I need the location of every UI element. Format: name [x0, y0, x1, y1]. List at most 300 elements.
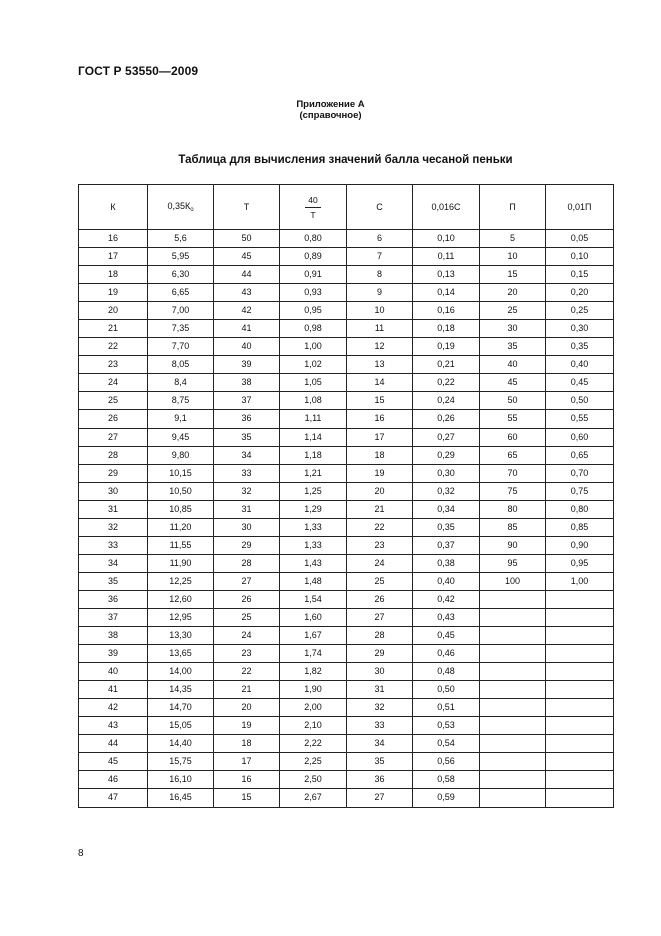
- cell-t: 33: [214, 464, 280, 482]
- cell-c: 26: [347, 590, 413, 608]
- cell-k035: 10,85: [148, 500, 214, 518]
- cell-k: 27: [79, 428, 148, 446]
- cell-t: 30: [214, 518, 280, 536]
- cell-k035: 9,80: [148, 446, 214, 464]
- cell-t: 28: [214, 554, 280, 572]
- cell-t: 21: [214, 681, 280, 699]
- cell-k035: 9,45: [148, 428, 214, 446]
- cell-p001: 0,65: [546, 446, 614, 464]
- cell-c0016: 0,26: [413, 410, 480, 428]
- cell-k: 29: [79, 464, 148, 482]
- cell-p: [480, 663, 546, 681]
- cell-c0016: 0,27: [413, 428, 480, 446]
- cell-p001: 0,35: [546, 338, 614, 356]
- cell-c0016: 0,34: [413, 500, 480, 518]
- cell-ratio-40-t: 1,02: [280, 356, 347, 374]
- cell-k035: 13,65: [148, 645, 214, 663]
- cell-p001: 0,80: [546, 500, 614, 518]
- cell-k035: 7,35: [148, 320, 214, 338]
- header-k035-subscript: о: [190, 207, 194, 213]
- cell-c0016: 0,48: [413, 663, 480, 681]
- cell-c: 22: [347, 518, 413, 536]
- cell-p: 20: [480, 284, 546, 302]
- cell-p: [480, 699, 546, 717]
- table-row: [79, 590, 614, 608]
- cell-t: 15: [214, 789, 280, 807]
- table-row: [79, 230, 614, 248]
- cell-c: 21: [347, 500, 413, 518]
- cell-k035: 11,90: [148, 554, 214, 572]
- cell-p: 55: [480, 410, 546, 428]
- cell-ratio-40-t: 1,60: [280, 608, 347, 626]
- header-k035-main: 0,35К: [167, 201, 191, 211]
- table-row: [79, 392, 614, 410]
- table-row: [79, 518, 614, 536]
- cell-p: 10: [480, 248, 546, 266]
- cell-p001: [546, 717, 614, 735]
- cell-t: 16: [214, 771, 280, 789]
- table-row: [79, 735, 614, 753]
- header-40-over-t: [280, 185, 347, 230]
- cell-p: 100: [480, 572, 546, 590]
- cell-ratio-40-t: 1,08: [280, 392, 347, 410]
- cell-c0016: 0,59: [413, 789, 480, 807]
- cell-p001: [546, 627, 614, 645]
- cell-p: 35: [480, 338, 546, 356]
- annex-subtitle: (справочное): [299, 110, 362, 121]
- cell-k: 34: [79, 554, 148, 572]
- cell-k: 28: [79, 446, 148, 464]
- cell-c: 30: [347, 663, 413, 681]
- cell-p: 95: [480, 554, 546, 572]
- cell-k035: 5,95: [148, 248, 214, 266]
- table-row: [79, 428, 614, 446]
- cell-k: 22: [79, 338, 148, 356]
- cell-ratio-40-t: 0,95: [280, 302, 347, 320]
- cell-p: [480, 789, 546, 807]
- cell-k035: 9,1: [148, 410, 214, 428]
- cell-p: [480, 753, 546, 771]
- cell-ratio-40-t: 1,67: [280, 627, 347, 645]
- cell-t: 32: [214, 482, 280, 500]
- cell-p001: 0,10: [546, 248, 614, 266]
- cell-c: 28: [347, 627, 413, 645]
- cell-k035: 6,65: [148, 284, 214, 302]
- cell-k035: 11,20: [148, 518, 214, 536]
- cell-t: 34: [214, 446, 280, 464]
- cell-t: 24: [214, 627, 280, 645]
- cell-p001: 0,90: [546, 536, 614, 554]
- cell-k: 30: [79, 482, 148, 500]
- cell-c: 29: [347, 645, 413, 663]
- cell-t: 26: [214, 590, 280, 608]
- cell-ratio-40-t: 2,10: [280, 717, 347, 735]
- cell-c: 10: [347, 302, 413, 320]
- cell-p001: 0,55: [546, 410, 614, 428]
- cell-p: 60: [480, 428, 546, 446]
- cell-ratio-40-t: 1,90: [280, 681, 347, 699]
- cell-c: 27: [347, 789, 413, 807]
- cell-p: 50: [480, 392, 546, 410]
- cell-ratio-40-t: 0,93: [280, 284, 347, 302]
- cell-k035: 16,10: [148, 771, 214, 789]
- cell-k035: 8,75: [148, 392, 214, 410]
- cell-p001: 0,05: [546, 230, 614, 248]
- table-row: [79, 699, 614, 717]
- table-row: [79, 248, 614, 266]
- cell-t: 37: [214, 392, 280, 410]
- cell-p001: 0,85: [546, 518, 614, 536]
- cell-k035: 5,6: [148, 230, 214, 248]
- cell-p001: [546, 753, 614, 771]
- cell-c0016: 0,40: [413, 572, 480, 590]
- cell-ratio-40-t: 0,89: [280, 248, 347, 266]
- cell-c0016: 0,38: [413, 554, 480, 572]
- cell-k: 25: [79, 392, 148, 410]
- cell-ratio-40-t: 1,33: [280, 536, 347, 554]
- cell-k: 24: [79, 374, 148, 392]
- table-row: [79, 374, 614, 392]
- cell-ratio-40-t: 1,05: [280, 374, 347, 392]
- cell-t: 17: [214, 753, 280, 771]
- cell-p: 80: [480, 500, 546, 518]
- cell-t: 45: [214, 248, 280, 266]
- cell-ratio-40-t: 0,98: [280, 320, 347, 338]
- table-row: [79, 302, 614, 320]
- fraction-numerator: 40: [305, 195, 320, 208]
- cell-c0016: 0,32: [413, 482, 480, 500]
- cell-p001: 1,00: [546, 572, 614, 590]
- cell-p001: [546, 771, 614, 789]
- cell-ratio-40-t: 1,11: [280, 410, 347, 428]
- table-row: [79, 753, 614, 771]
- cell-p: [480, 590, 546, 608]
- cell-p: 85: [480, 518, 546, 536]
- cell-ratio-40-t: 1,54: [280, 590, 347, 608]
- cell-k035: 12,60: [148, 590, 214, 608]
- cell-t: 44: [214, 266, 280, 284]
- annex-title: Приложение А: [296, 99, 365, 110]
- cell-ratio-40-t: 2,00: [280, 699, 347, 717]
- cell-p: [480, 645, 546, 663]
- cell-k035: 15,05: [148, 717, 214, 735]
- cell-k035: 12,95: [148, 608, 214, 626]
- cell-ratio-40-t: 0,80: [280, 230, 347, 248]
- header-k035: [148, 185, 214, 230]
- cell-c0016: 0,45: [413, 627, 480, 645]
- cell-k035: 10,15: [148, 464, 214, 482]
- cell-t: 36: [214, 410, 280, 428]
- document-code: ГОСТ Р 53550—2009: [78, 64, 199, 78]
- cell-c: 25: [347, 572, 413, 590]
- cell-k: 37: [79, 608, 148, 626]
- header-p: П: [480, 185, 546, 230]
- cell-c0016: 0,58: [413, 771, 480, 789]
- cell-p001: [546, 645, 614, 663]
- cell-k035: 6,30: [148, 266, 214, 284]
- cell-k035: 16,45: [148, 789, 214, 807]
- table-row: [79, 572, 614, 590]
- header-c: С: [347, 185, 413, 230]
- cell-c: 14: [347, 374, 413, 392]
- table-row: [79, 789, 614, 807]
- cell-k: 44: [79, 735, 148, 753]
- cell-ratio-40-t: 1,43: [280, 554, 347, 572]
- cell-p: 40: [480, 356, 546, 374]
- cell-c: 18: [347, 446, 413, 464]
- cell-p: [480, 627, 546, 645]
- data-table: [78, 184, 614, 808]
- cell-t: 22: [214, 663, 280, 681]
- cell-c: 8: [347, 266, 413, 284]
- cell-c0016: 0,35: [413, 518, 480, 536]
- cell-p001: [546, 789, 614, 807]
- cell-k: 21: [79, 320, 148, 338]
- table-row: [79, 482, 614, 500]
- fraction-40-over-t: [305, 195, 320, 220]
- cell-k035: 14,35: [148, 681, 214, 699]
- cell-c: 16: [347, 410, 413, 428]
- cell-p001: [546, 735, 614, 753]
- cell-c0016: 0,19: [413, 338, 480, 356]
- cell-p001: [546, 590, 614, 608]
- cell-k035: 12,25: [148, 572, 214, 590]
- cell-c: 13: [347, 356, 413, 374]
- cell-p: 45: [480, 374, 546, 392]
- cell-c0016: 0,46: [413, 645, 480, 663]
- table-row: [79, 464, 614, 482]
- table-row: [79, 266, 614, 284]
- cell-k: 46: [79, 771, 148, 789]
- cell-c: 6: [347, 230, 413, 248]
- cell-k: 36: [79, 590, 148, 608]
- cell-ratio-40-t: 2,22: [280, 735, 347, 753]
- cell-k: 33: [79, 536, 148, 554]
- cell-ratio-40-t: 2,50: [280, 771, 347, 789]
- fraction-denominator: Т: [310, 209, 316, 220]
- page-number: 8: [78, 848, 84, 859]
- cell-p: 65: [480, 446, 546, 464]
- cell-t: 27: [214, 572, 280, 590]
- cell-k: 38: [79, 627, 148, 645]
- cell-t: 38: [214, 374, 280, 392]
- cell-k: 19: [79, 284, 148, 302]
- cell-t: 20: [214, 699, 280, 717]
- cell-c: 33: [347, 717, 413, 735]
- cell-p: [480, 681, 546, 699]
- cell-k: 20: [79, 302, 148, 320]
- cell-p001: [546, 699, 614, 717]
- cell-k035: 7,70: [148, 338, 214, 356]
- cell-t: 39: [214, 356, 280, 374]
- cell-t: 40: [214, 338, 280, 356]
- cell-ratio-40-t: 1,18: [280, 446, 347, 464]
- cell-c: 15: [347, 392, 413, 410]
- table-row: [79, 410, 614, 428]
- cell-k: 17: [79, 248, 148, 266]
- cell-k: 43: [79, 717, 148, 735]
- cell-p001: 0,70: [546, 464, 614, 482]
- table-row: [79, 338, 614, 356]
- cell-k035: 7,00: [148, 302, 214, 320]
- cell-p001: 0,40: [546, 356, 614, 374]
- cell-p001: 0,50: [546, 392, 614, 410]
- cell-k035: 11,55: [148, 536, 214, 554]
- cell-t: 42: [214, 302, 280, 320]
- cell-k: 35: [79, 572, 148, 590]
- cell-k035: 10,50: [148, 482, 214, 500]
- cell-p001: [546, 663, 614, 681]
- cell-c0016: 0,43: [413, 608, 480, 626]
- cell-p: 70: [480, 464, 546, 482]
- table-row: [79, 284, 614, 302]
- cell-c: 31: [347, 681, 413, 699]
- cell-k: 39: [79, 645, 148, 663]
- table-row: [79, 536, 614, 554]
- cell-p: 5: [480, 230, 546, 248]
- cell-k035: 8,05: [148, 356, 214, 374]
- cell-ratio-40-t: 1,00: [280, 338, 347, 356]
- cell-c0016: 0,10: [413, 230, 480, 248]
- cell-ratio-40-t: 0,91: [280, 266, 347, 284]
- table-row: [79, 771, 614, 789]
- cell-t: 25: [214, 608, 280, 626]
- cell-p001: [546, 608, 614, 626]
- table-row: [79, 717, 614, 735]
- cell-p001: 0,75: [546, 482, 614, 500]
- cell-c: 12: [347, 338, 413, 356]
- cell-ratio-40-t: 2,25: [280, 753, 347, 771]
- header-t: Т: [214, 185, 280, 230]
- cell-k035: 14,00: [148, 663, 214, 681]
- cell-k035: 8,4: [148, 374, 214, 392]
- table-row: [79, 645, 614, 663]
- cell-c: 23: [347, 536, 413, 554]
- cell-c0016: 0,30: [413, 464, 480, 482]
- cell-t: 35: [214, 428, 280, 446]
- cell-t: 29: [214, 536, 280, 554]
- header-0016c: 0,016С: [413, 185, 480, 230]
- cell-t: 31: [214, 500, 280, 518]
- cell-c0016: 0,37: [413, 536, 480, 554]
- table-row: [79, 663, 614, 681]
- table-row: [79, 681, 614, 699]
- cell-ratio-40-t: 1,14: [280, 428, 347, 446]
- cell-t: 43: [214, 284, 280, 302]
- cell-ratio-40-t: 1,74: [280, 645, 347, 663]
- cell-c: 34: [347, 735, 413, 753]
- table-row: [79, 608, 614, 626]
- cell-ratio-40-t: 1,33: [280, 518, 347, 536]
- table-row: [79, 320, 614, 338]
- table-row: [79, 500, 614, 518]
- cell-c0016: 0,22: [413, 374, 480, 392]
- cell-t: 41: [214, 320, 280, 338]
- table-row: [79, 627, 614, 645]
- table-body: [79, 230, 614, 808]
- cell-k: 18: [79, 266, 148, 284]
- cell-p001: 0,60: [546, 428, 614, 446]
- cell-k: 23: [79, 356, 148, 374]
- cell-p: 90: [480, 536, 546, 554]
- cell-c0016: 0,29: [413, 446, 480, 464]
- cell-k: 26: [79, 410, 148, 428]
- cell-c0016: 0,14: [413, 284, 480, 302]
- cell-k035: 13,30: [148, 627, 214, 645]
- cell-p001: 0,25: [546, 302, 614, 320]
- cell-k: 42: [79, 699, 148, 717]
- cell-ratio-40-t: 1,29: [280, 500, 347, 518]
- cell-k035: 15,75: [148, 753, 214, 771]
- cell-c0016: 0,18: [413, 320, 480, 338]
- cell-c: 7: [347, 248, 413, 266]
- cell-c0016: 0,50: [413, 681, 480, 699]
- cell-k: 45: [79, 753, 148, 771]
- cell-p: 15: [480, 266, 546, 284]
- cell-t: 19: [214, 717, 280, 735]
- cell-c: 36: [347, 771, 413, 789]
- cell-ratio-40-t: 1,25: [280, 482, 347, 500]
- cell-p: 30: [480, 320, 546, 338]
- table-title: Таблица для вычисления значений балла чесаной пеньки: [178, 154, 513, 166]
- cell-c0016: 0,16: [413, 302, 480, 320]
- cell-k: 16: [79, 230, 148, 248]
- cell-k035: 14,70: [148, 699, 214, 717]
- cell-p: 25: [480, 302, 546, 320]
- cell-p: [480, 717, 546, 735]
- cell-t: 18: [214, 735, 280, 753]
- cell-c0016: 0,53: [413, 717, 480, 735]
- cell-p001: 0,95: [546, 554, 614, 572]
- cell-p: [480, 735, 546, 753]
- cell-p001: 0,15: [546, 266, 614, 284]
- cell-ratio-40-t: 2,67: [280, 789, 347, 807]
- cell-k: 40: [79, 663, 148, 681]
- header-k: К: [79, 185, 148, 230]
- table-row: [79, 554, 614, 572]
- cell-c: 27: [347, 608, 413, 626]
- cell-k: 47: [79, 789, 148, 807]
- table-row: [79, 356, 614, 374]
- cell-k035: 14,40: [148, 735, 214, 753]
- cell-c0016: 0,54: [413, 735, 480, 753]
- cell-k: 31: [79, 500, 148, 518]
- cell-p001: 0,45: [546, 374, 614, 392]
- cell-c: 32: [347, 699, 413, 717]
- header-001p: 0,01П: [546, 185, 614, 230]
- cell-c0016: 0,42: [413, 590, 480, 608]
- cell-p001: 0,30: [546, 320, 614, 338]
- cell-c: 19: [347, 464, 413, 482]
- table-header-row: [79, 185, 614, 230]
- cell-c0016: 0,21: [413, 356, 480, 374]
- cell-c: 35: [347, 753, 413, 771]
- cell-c: 24: [347, 554, 413, 572]
- cell-c: 17: [347, 428, 413, 446]
- cell-c: 9: [347, 284, 413, 302]
- cell-p001: 0,20: [546, 284, 614, 302]
- table-row: [79, 446, 614, 464]
- cell-c0016: 0,51: [413, 699, 480, 717]
- cell-p001: [546, 681, 614, 699]
- cell-c0016: 0,13: [413, 266, 480, 284]
- cell-ratio-40-t: 1,21: [280, 464, 347, 482]
- cell-c: 11: [347, 320, 413, 338]
- cell-c0016: 0,56: [413, 753, 480, 771]
- cell-p: [480, 771, 546, 789]
- cell-p: [480, 608, 546, 626]
- cell-c0016: 0,11: [413, 248, 480, 266]
